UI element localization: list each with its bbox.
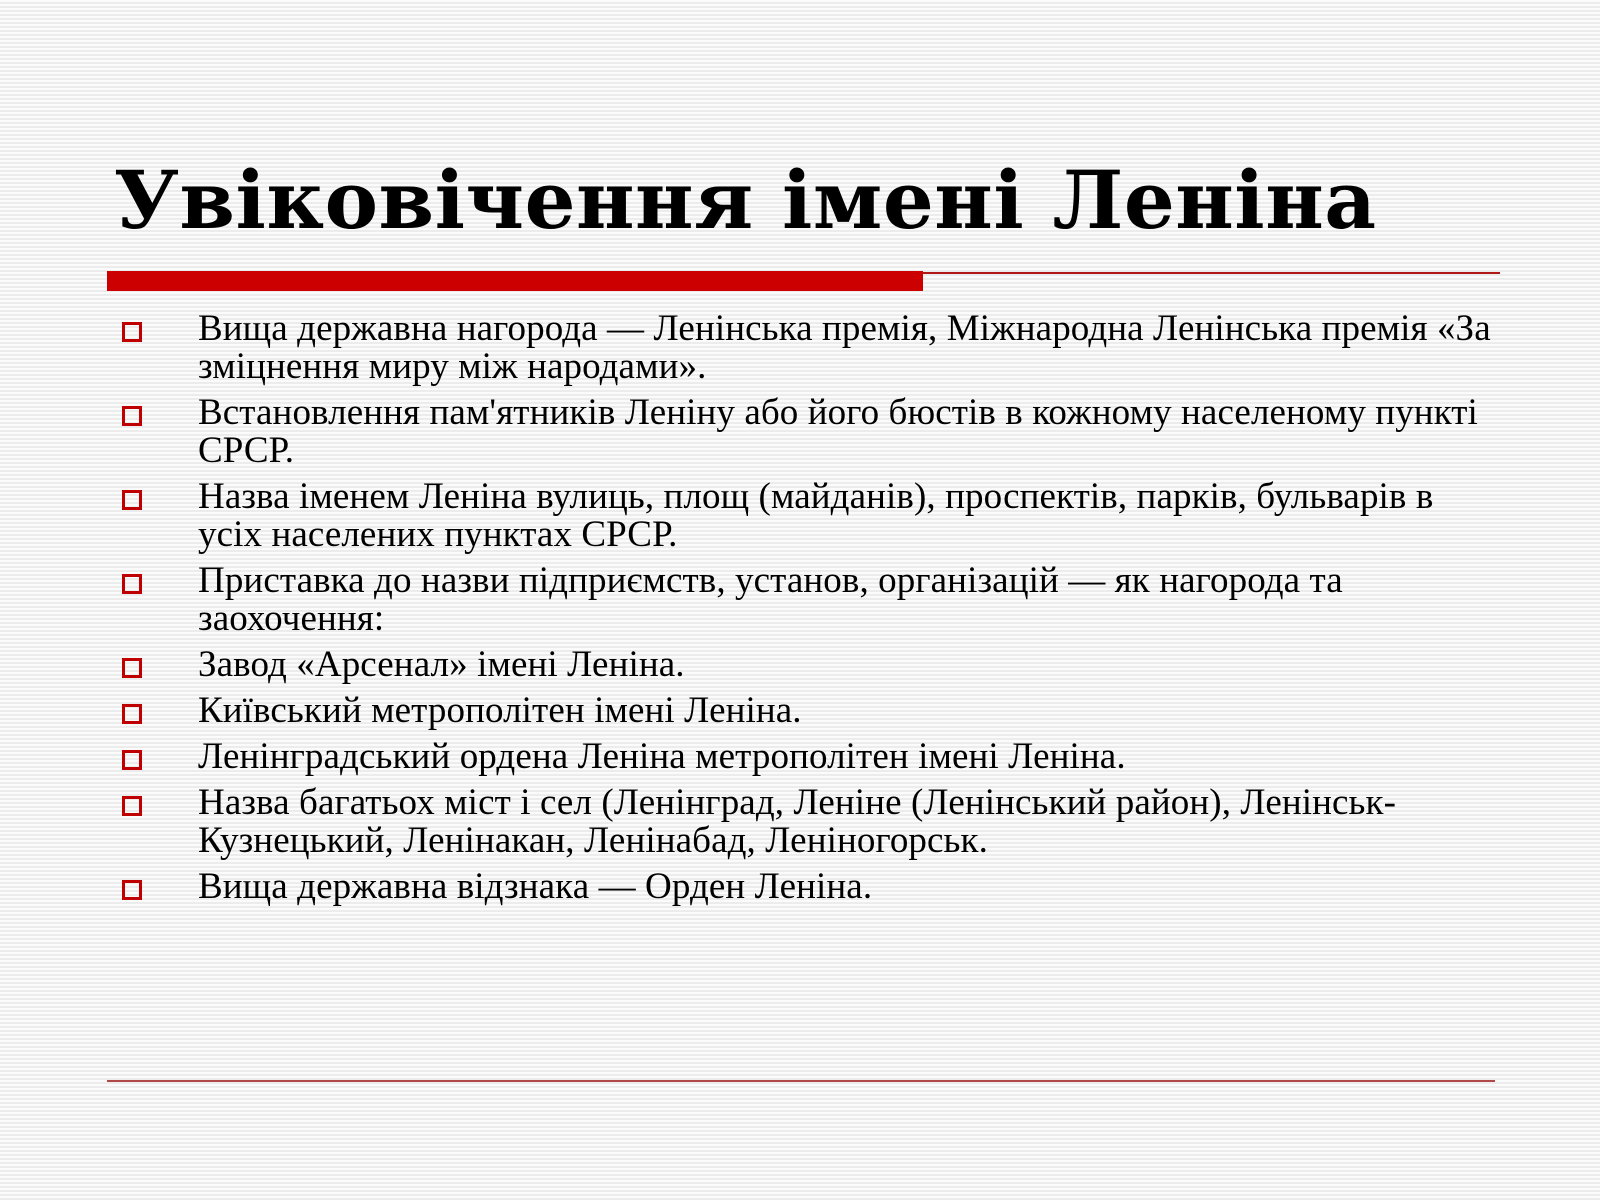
bullet-text: Встановлення пам'ятників Леніну або його бюстів в кожному населеному пункті СРСР.: [198, 392, 1478, 471]
hollow-square-icon: [122, 704, 142, 724]
bullet-text: Вища державна нагорода — Ленінська премія, Міжнародна Ленінська премія «За зміцнення миру між народами».: [198, 308, 1491, 387]
list-item: [114, 692, 1494, 730]
list-item: [114, 394, 1494, 470]
hollow-square-icon: [122, 750, 142, 770]
list-item: [114, 478, 1494, 554]
list-item: [114, 646, 1494, 684]
hollow-square-icon: [122, 880, 142, 900]
bullet-list: [114, 310, 1494, 914]
bullet-text: Завод «Арсенал» імені Леніна.: [198, 644, 685, 685]
bullet-text: Вища державна відзнака — Орден Леніна.: [198, 866, 873, 907]
hollow-square-icon: [122, 406, 142, 426]
hollow-square-icon: [122, 574, 142, 594]
slide-title: Увіковічення імені Леніна: [114, 153, 1377, 247]
title-underline-thick: [107, 271, 923, 291]
bullet-text: Ленінградський ордена Леніна метрополітен імені Леніна.: [198, 736, 1126, 777]
hollow-square-icon: [122, 658, 142, 678]
hollow-square-icon: [122, 322, 142, 342]
list-item: [114, 868, 1494, 906]
list-item: [114, 738, 1494, 776]
footer-divider: [107, 1080, 1495, 1082]
bullet-text: Приставка до назви підприємств, установ, організацій — як нагорода та заохочення:: [198, 560, 1343, 639]
bullet-text: Назва багатьох міст і сел (Ленінград, Леніне (Ленінський район), Ленінськ-Кузнецький, Ленінакан, Ленінабад, Леніногорськ.: [198, 782, 1397, 861]
hollow-square-icon: [122, 490, 142, 510]
title-underline-thin: [923, 272, 1500, 274]
bullet-text: Назва іменем Леніна вулиць, площ (майданів), проспектів, парків, бульварів в усіх населених пунктах СРСР.: [198, 476, 1434, 555]
list-item: [114, 562, 1494, 638]
list-item: [114, 784, 1494, 860]
hollow-square-icon: [122, 796, 142, 816]
list-item: [114, 310, 1494, 386]
bullet-text: Київський метрополітен імені Леніна.: [198, 690, 802, 731]
